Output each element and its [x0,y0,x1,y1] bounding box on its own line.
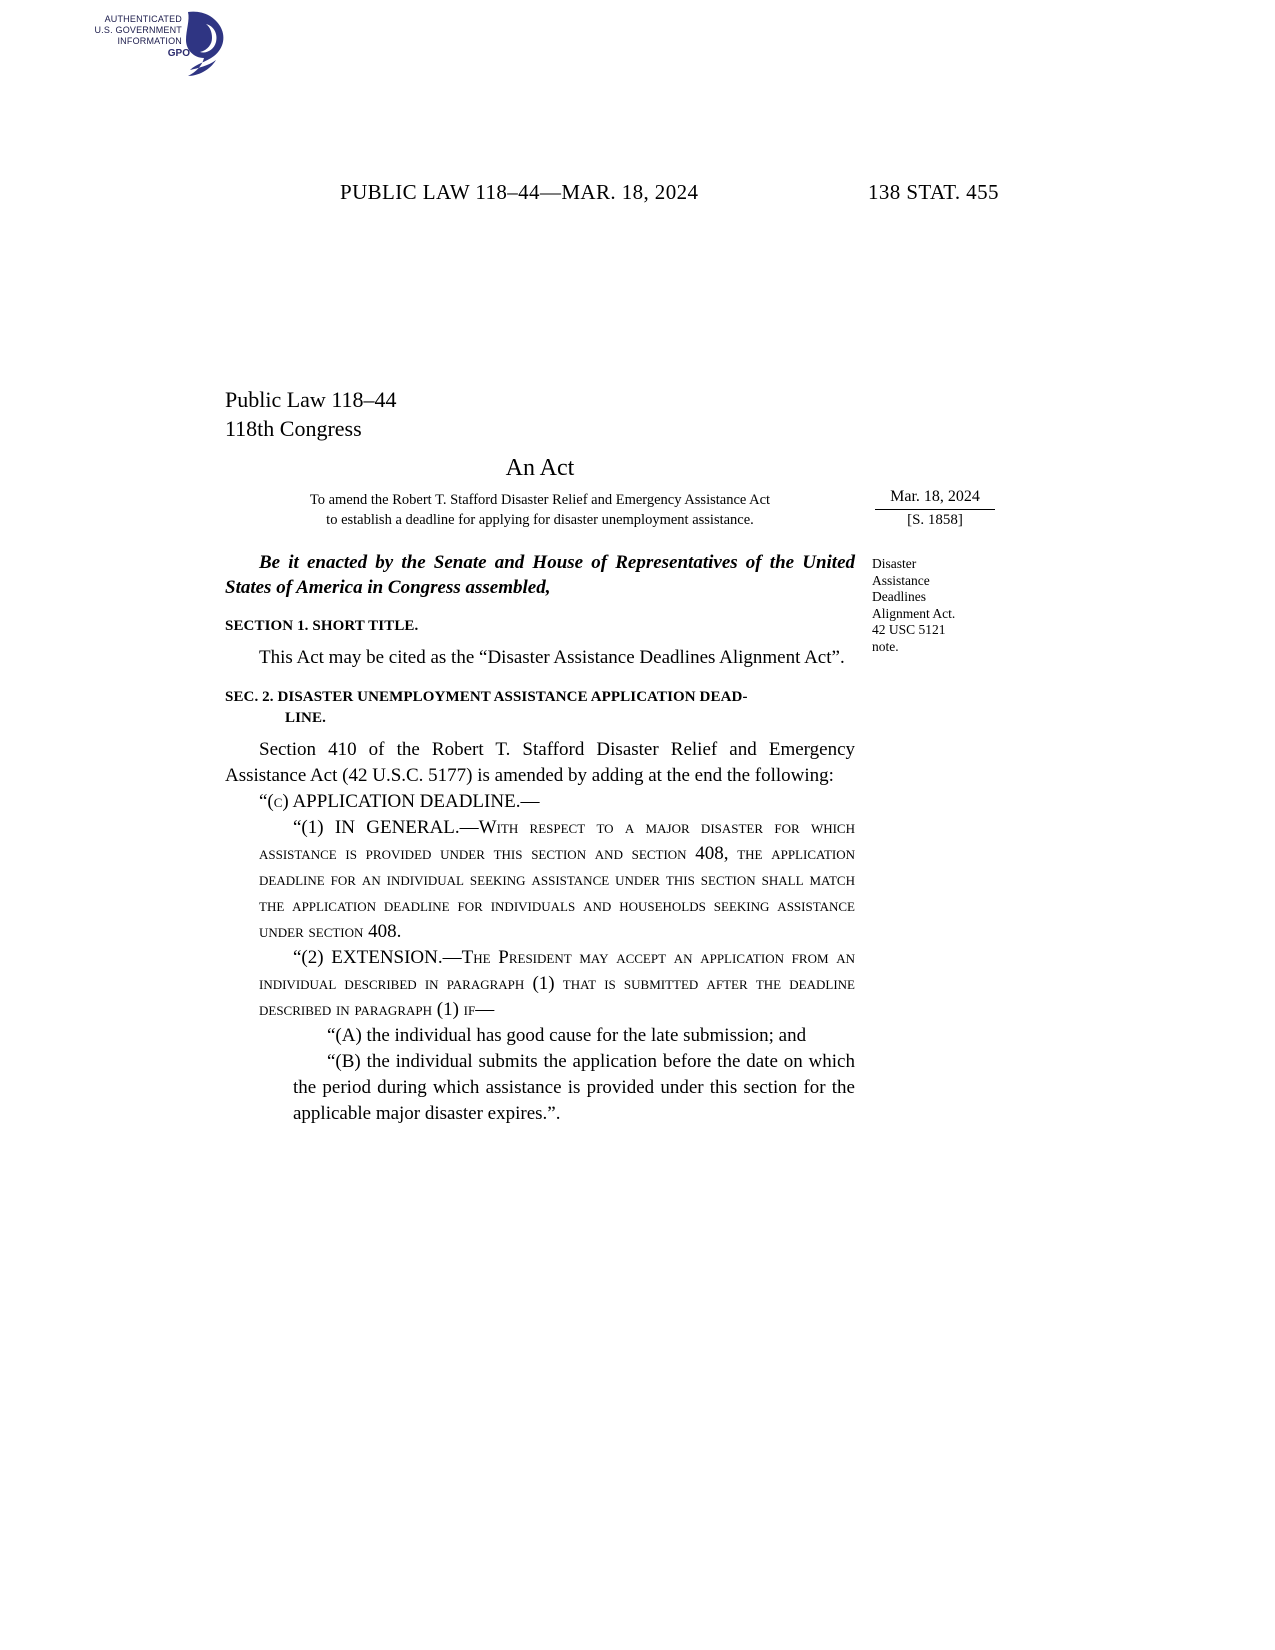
seal-line-2: U.S. GOVERNMENT [94,25,182,35]
long-title-line-2: to establish a deadline for applying for disaster unemployment assistance. [326,512,754,528]
side-note-line-6: note. [872,638,899,654]
section-2-heading-line-2: LINE. [285,710,326,726]
quoted-paragraph-1: “(1) IN GENERAL.—With respect to a major disaster for which assistance is provided under this section and section 408, the application deadline for an individual seeking assistance under this section shall match the application deadline for individuals and households seeking assistance under section 408. [259,817,855,942]
margin-rule [875,509,995,510]
side-note-line-3: Deadlines [872,589,926,604]
enacting-clause-line-2: the United States of America in Congress assembled, [225,552,856,598]
side-note-line-4: Alignment Act. [872,605,956,621]
side-note-line-2: Assistance [872,572,930,588]
running-head [0,180,1275,206]
congress-number: 118th Congress [225,416,362,441]
section-2-heading [225,687,855,729]
long-title-line-1: To amend the Robert T. Stafford Disaster Relief and Emergency Assistance Act [309,492,771,508]
public-law-number: Public Law 118–44 [225,387,397,412]
margin-side-note [872,556,1002,655]
long-title [247,490,833,530]
quoted-subparagraph-a: “(A) the individual has good cause for the late submission; and [327,1025,807,1046]
margin-date-box [875,487,995,530]
quoted-paragraph-2: “(2) EXTENSION.—The President may accept an application from an individual described in paragraph (1) that is submitted after the deadline described in paragraph (1) if— [259,947,855,1020]
side-note-line-5: 42 USC 5121 [872,622,946,637]
document-body [225,385,855,1127]
section-2-heading-line-1: SEC. 2. DISASTER UNEMPLOYMENT ASSISTANCE APPLICATION DEAD- [225,689,748,705]
quoted-subparagraph-b: “(B) the individual submits the application before the date on which the period during which assistance is provided under this section for the applicable major disaster expires.”. [293,1051,855,1124]
gpo-eagle-icon [180,8,232,80]
enacting-clause [225,550,855,600]
seal-line-1: AUTHENTICATED [104,14,182,24]
enacting-clause-line-1: Be it enacted by the Senate and House of Representatives of [259,552,762,573]
bill-number: [S. 1858] [907,512,963,528]
seal-line-3: INFORMATION [117,36,182,46]
section-2-text: Section 410 of the Robert T. Stafford Disaster Relief and Emergency Assistance Act (42 U.S.C. 5177) is amended by adding at the end the following: [225,739,855,786]
running-head-right: 138 STAT. 455 [868,180,999,204]
gpo-authentication-seal [72,8,232,80]
seal-gpo-label: GPO [167,48,190,59]
side-note-line-1: Disaster [872,556,917,571]
section-1-heading: SECTION 1. SHORT TITLE. [225,618,419,634]
seal-text [72,14,182,47]
section-1-text: This Act may be cited as the “Disaster Assistance Deadlines Alignment Act”. [259,647,845,668]
quoted-subsection-c: “(c) APPLICATION DEADLINE.— [259,791,540,812]
running-head-left: PUBLIC LAW 118–44—MAR. 18, 2024 [340,180,699,204]
approval-date: Mar. 18, 2024 [890,488,980,505]
an-act-title: An Act [505,455,575,481]
